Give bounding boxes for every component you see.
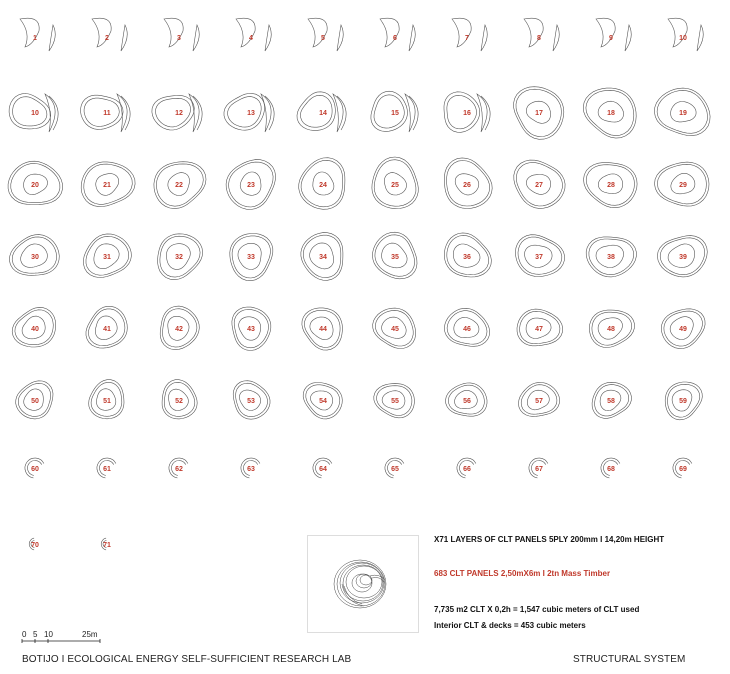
layer-outline bbox=[373, 308, 416, 348]
layer-number: 49 bbox=[679, 326, 687, 333]
layer-outline bbox=[444, 158, 492, 209]
layer-outline bbox=[164, 18, 199, 51]
layer-outline bbox=[83, 234, 131, 278]
layer-outline bbox=[226, 160, 276, 210]
layer-number: 40 bbox=[31, 326, 39, 333]
layer-number: 24 bbox=[319, 182, 327, 189]
layer-outline bbox=[583, 88, 636, 138]
layer-number: 62 bbox=[175, 466, 183, 473]
layer-outline bbox=[302, 308, 343, 350]
crescent-outline bbox=[405, 94, 415, 132]
layer-outline bbox=[516, 235, 565, 277]
scale-label-5: 5 bbox=[33, 630, 38, 639]
layer-outline bbox=[160, 306, 199, 350]
crescent-outline bbox=[164, 18, 183, 47]
layer-number: 61 bbox=[103, 466, 111, 473]
layer-outline bbox=[86, 306, 127, 348]
layer-outline bbox=[224, 93, 274, 132]
layer-number: 10 bbox=[31, 110, 39, 117]
layer-outline bbox=[661, 309, 705, 349]
layer-outline bbox=[372, 232, 417, 279]
layer-outline bbox=[673, 458, 692, 478]
ring-outline bbox=[297, 92, 335, 131]
layer-number: 11 bbox=[103, 110, 111, 117]
layer-number: 51 bbox=[103, 398, 111, 405]
layer-outline bbox=[514, 87, 564, 140]
crescent-outline bbox=[697, 25, 703, 51]
layer-number: 41 bbox=[103, 326, 111, 333]
layer-number: 5 bbox=[321, 35, 325, 42]
layer-number: 53 bbox=[247, 398, 255, 405]
layer-number: 64 bbox=[319, 466, 327, 473]
layer-number: 43 bbox=[247, 326, 255, 333]
ring-outline bbox=[444, 92, 480, 133]
layer-number: 46 bbox=[463, 326, 471, 333]
layer-outline bbox=[308, 18, 343, 51]
crescent-outline bbox=[20, 18, 39, 47]
layer-outline bbox=[529, 458, 548, 478]
layer-outline bbox=[232, 307, 271, 351]
layer-number: 16 bbox=[463, 110, 471, 117]
layer-outline bbox=[374, 384, 415, 418]
layer-outline bbox=[371, 91, 418, 132]
layer-number: 59 bbox=[679, 398, 687, 405]
layer-outline bbox=[20, 18, 55, 51]
crescent-outline bbox=[333, 94, 343, 132]
layer-outline bbox=[299, 158, 345, 210]
ring-outline bbox=[9, 94, 51, 129]
layer-number: 48 bbox=[607, 326, 615, 333]
crescent-outline bbox=[193, 25, 199, 51]
scale-label-25: 25m bbox=[82, 630, 98, 639]
layer-outline bbox=[655, 162, 710, 206]
crescent-outline bbox=[452, 18, 471, 47]
layer-number: 28 bbox=[607, 182, 615, 189]
crescent-outline bbox=[236, 18, 255, 47]
layer-number: 15 bbox=[391, 110, 399, 117]
layer-number: 63 bbox=[247, 466, 255, 473]
layer-number: 57 bbox=[535, 398, 543, 405]
crescent-outline bbox=[117, 94, 127, 132]
crescent-outline bbox=[668, 18, 687, 47]
ring-outline bbox=[447, 95, 477, 129]
ring-outline bbox=[152, 95, 194, 130]
layer-number: 39 bbox=[679, 254, 687, 261]
crescent-outline bbox=[481, 25, 487, 51]
layer-number: 50 bbox=[31, 398, 39, 405]
layer-number: 45 bbox=[391, 326, 399, 333]
layer-number: 20 bbox=[31, 182, 39, 189]
layer-outline bbox=[81, 162, 135, 207]
layer-number: 18 bbox=[607, 110, 615, 117]
crescent-outline bbox=[409, 25, 415, 51]
layer-number: 71 bbox=[103, 542, 111, 549]
crescent-outline bbox=[193, 96, 202, 130]
crescent-outline bbox=[49, 25, 55, 51]
layer-number: 10 bbox=[679, 35, 687, 42]
info-volume-line: 7,735 m2 CLT X 0,2h = 1,547 cubic meters of CLT used bbox=[434, 605, 640, 614]
layer-outline bbox=[9, 235, 59, 276]
layer-number: 47 bbox=[535, 326, 543, 333]
layer-outline bbox=[230, 234, 273, 281]
layer-number: 1 bbox=[33, 35, 37, 42]
layer-number: 17 bbox=[535, 110, 543, 117]
layer-number: 23 bbox=[247, 182, 255, 189]
layer-number: 9 bbox=[609, 35, 613, 42]
layer-outline bbox=[241, 458, 260, 478]
crescent-outline bbox=[481, 96, 490, 130]
layer-outline bbox=[586, 237, 636, 277]
crescent-outline bbox=[477, 94, 487, 132]
layer-number: 32 bbox=[175, 254, 183, 261]
ring-outline bbox=[228, 97, 262, 128]
layer-outline bbox=[236, 18, 271, 51]
layer-outline bbox=[97, 458, 116, 478]
layer-outline bbox=[517, 309, 563, 346]
layer-outline bbox=[592, 382, 631, 418]
crescent-outline bbox=[596, 18, 615, 47]
layer-outline bbox=[9, 94, 58, 133]
footer-sheet-title: STRUCTURAL SYSTEM bbox=[573, 654, 686, 665]
crescent-outline bbox=[308, 18, 327, 47]
crescent-outline bbox=[265, 25, 271, 51]
layer-outline bbox=[301, 233, 343, 281]
layer-outline bbox=[12, 307, 56, 347]
layer-number: 55 bbox=[391, 398, 399, 405]
layer-outline bbox=[524, 18, 559, 51]
crescent-outline bbox=[92, 18, 111, 47]
layer-number: 60 bbox=[31, 466, 39, 473]
crescent-outline bbox=[380, 18, 399, 47]
crescent-outline bbox=[337, 25, 343, 51]
ring-outline bbox=[224, 93, 265, 130]
layer-number: 58 bbox=[607, 398, 615, 405]
layer-number: 44 bbox=[319, 326, 327, 333]
layer-outline bbox=[596, 18, 631, 51]
layer-number: 35 bbox=[391, 254, 399, 261]
ring-outline bbox=[371, 91, 408, 131]
layer-number: 56 bbox=[463, 398, 471, 405]
layer-outline bbox=[92, 18, 127, 51]
layer-outline bbox=[452, 18, 487, 51]
layer-outline bbox=[154, 162, 206, 209]
layer-number: 34 bbox=[319, 254, 327, 261]
layer-number: 33 bbox=[247, 254, 255, 261]
layer-outline bbox=[457, 458, 476, 478]
layer-number: 12 bbox=[175, 110, 183, 117]
layer-number: 26 bbox=[463, 182, 471, 189]
ring-outline bbox=[374, 95, 404, 128]
layer-outline bbox=[444, 233, 491, 277]
layer-outline bbox=[89, 380, 124, 419]
crescent-outline bbox=[625, 25, 631, 51]
layer-outline bbox=[101, 538, 111, 550]
layer-number: 19 bbox=[679, 110, 687, 117]
layer-number: 70 bbox=[31, 542, 39, 549]
layer-number: 22 bbox=[175, 182, 183, 189]
layer-number: 36 bbox=[463, 254, 471, 261]
layer-outline bbox=[372, 157, 418, 209]
layer-outline bbox=[657, 236, 707, 277]
layer-outline bbox=[169, 458, 188, 478]
info-interior-line: Interior CLT & decks = 453 cubic meters bbox=[434, 621, 586, 630]
axonometric-thumbnail bbox=[307, 535, 419, 633]
layer-number: 25 bbox=[391, 182, 399, 189]
layer-outline bbox=[25, 458, 44, 478]
layer-outline bbox=[665, 382, 702, 420]
layer-outline bbox=[162, 380, 197, 419]
layer-number: 7 bbox=[465, 35, 469, 42]
layer-number: 14 bbox=[319, 110, 327, 117]
layer-number: 6 bbox=[393, 35, 397, 42]
layer-number: 8 bbox=[537, 35, 541, 42]
layer-outline bbox=[385, 458, 404, 478]
layer-number: 52 bbox=[175, 398, 183, 405]
layer-number: 3 bbox=[177, 35, 181, 42]
layer-number: 68 bbox=[607, 466, 615, 473]
layer-number: 21 bbox=[103, 182, 111, 189]
layer-number: 38 bbox=[607, 254, 615, 261]
layer-outline bbox=[303, 383, 342, 419]
layer-number: 42 bbox=[175, 326, 183, 333]
crescent-outline bbox=[524, 18, 543, 47]
layer-outline bbox=[158, 234, 203, 280]
layer-number: 37 bbox=[535, 254, 543, 261]
layer-outline bbox=[584, 163, 638, 208]
crescent-outline bbox=[121, 25, 127, 51]
layer-number: 69 bbox=[679, 466, 687, 473]
layer-outline bbox=[444, 308, 489, 346]
stacked-layers-drawing bbox=[308, 536, 418, 632]
layer-outline bbox=[380, 18, 415, 51]
layer-outline bbox=[152, 94, 202, 132]
layer-number: 31 bbox=[103, 254, 111, 261]
layer-outline bbox=[589, 310, 634, 347]
layer-outline bbox=[233, 381, 270, 420]
layer-outline bbox=[519, 382, 560, 416]
layer-outline bbox=[297, 92, 346, 132]
layer-outline bbox=[654, 88, 710, 136]
layer-number: 13 bbox=[247, 110, 255, 117]
layer-number: 54 bbox=[319, 398, 327, 405]
footer-project-title: BOTIJO I ECOLOGICAL ENERGY SELF-SUFFICIENT RESEARCH LAB bbox=[22, 654, 352, 665]
layer-number: 4 bbox=[249, 35, 253, 42]
layer-outline bbox=[444, 92, 490, 133]
info-layers-line: X71 LAYERS OF CLT PANELS 5PLY 200mm I 14,20m HEIGHT bbox=[434, 535, 665, 544]
layer-outline bbox=[668, 18, 703, 51]
layer-number: 30 bbox=[31, 254, 39, 261]
layer-outline bbox=[601, 458, 620, 478]
layer-outline bbox=[8, 161, 63, 204]
scale-label-0: 0 bbox=[22, 630, 27, 639]
crescent-outline bbox=[121, 96, 130, 130]
crescent-outline bbox=[409, 96, 418, 130]
layer-number: 2 bbox=[105, 35, 109, 42]
scale-bar bbox=[18, 628, 128, 648]
crescent-outline bbox=[337, 96, 346, 130]
layer-outline bbox=[29, 538, 39, 550]
layer-outline bbox=[16, 381, 53, 419]
layer-number: 27 bbox=[535, 182, 543, 189]
info-panels-line: 683 CLT PANELS 2,50mX6m I 2tn Mass Timber bbox=[434, 569, 611, 578]
layer-number: 67 bbox=[535, 466, 543, 473]
layer-outline bbox=[313, 458, 332, 478]
layer-number: 66 bbox=[463, 466, 471, 473]
scale-label-10: 10 bbox=[44, 630, 53, 639]
ring-outline bbox=[156, 98, 191, 127]
ring-outline bbox=[84, 98, 119, 126]
layer-outline bbox=[446, 383, 488, 416]
crescent-outline bbox=[265, 96, 274, 130]
layer-number: 29 bbox=[679, 182, 687, 189]
layer-outline bbox=[81, 94, 131, 132]
crescent-outline bbox=[553, 25, 559, 51]
ring-outline bbox=[81, 95, 124, 129]
layer-number: 65 bbox=[391, 466, 399, 473]
layer-outline bbox=[514, 160, 565, 208]
